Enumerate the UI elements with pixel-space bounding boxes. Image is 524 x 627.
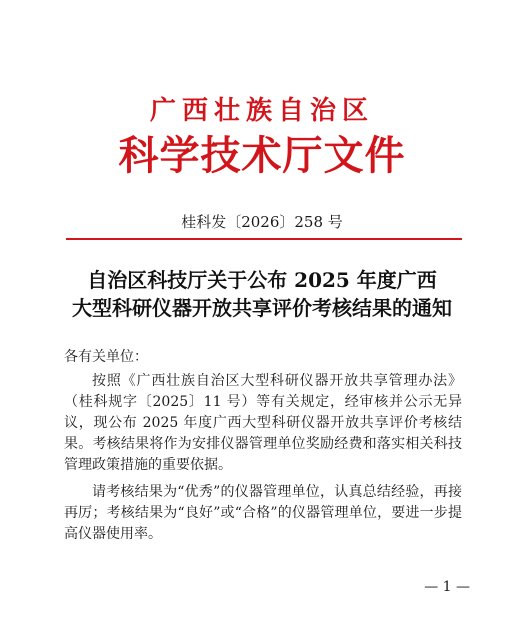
salutation: 各有关单位： [64,349,148,365]
red-divider-line [66,238,462,240]
body-paragraph-1: 按照《广西壮族自治区大型科研仪器开放共享管理办法》（桂科规字〔2025〕11 号）等有关规定，经审核并公示无异议，现公布 2025 年度广西大型科研仪器开放共享评价考核结果。考核结果将作为安排仪器管理单位奖励经费和落实相关科技管理政策措施的重要依据。 [64,373,462,473]
document-title [0,266,524,322]
issuing-authority-region: 广西壮族自治区 [149,96,374,126]
document-body [64,347,462,545]
document-title-line-2: 大型科研仪器开放共享评价考核结果的通知 [72,296,452,320]
body-paragraph-2: 请考核结果为“优秀”的仪器管理单位，认真总结经验，再接再厉；考核结果为“良好”或“合格”的仪器管理单位，要进一步提高仪器使用率。 [64,484,462,542]
document-number: 桂科发〔2026〕258 号 [181,213,343,231]
issuing-authority-document-header: 科学技术厅文件 [118,132,406,179]
page-number: — 1 — [424,579,470,595]
document-title-line-1: 自治区科技厅关于公布 2025 年度广西 [87,268,437,292]
